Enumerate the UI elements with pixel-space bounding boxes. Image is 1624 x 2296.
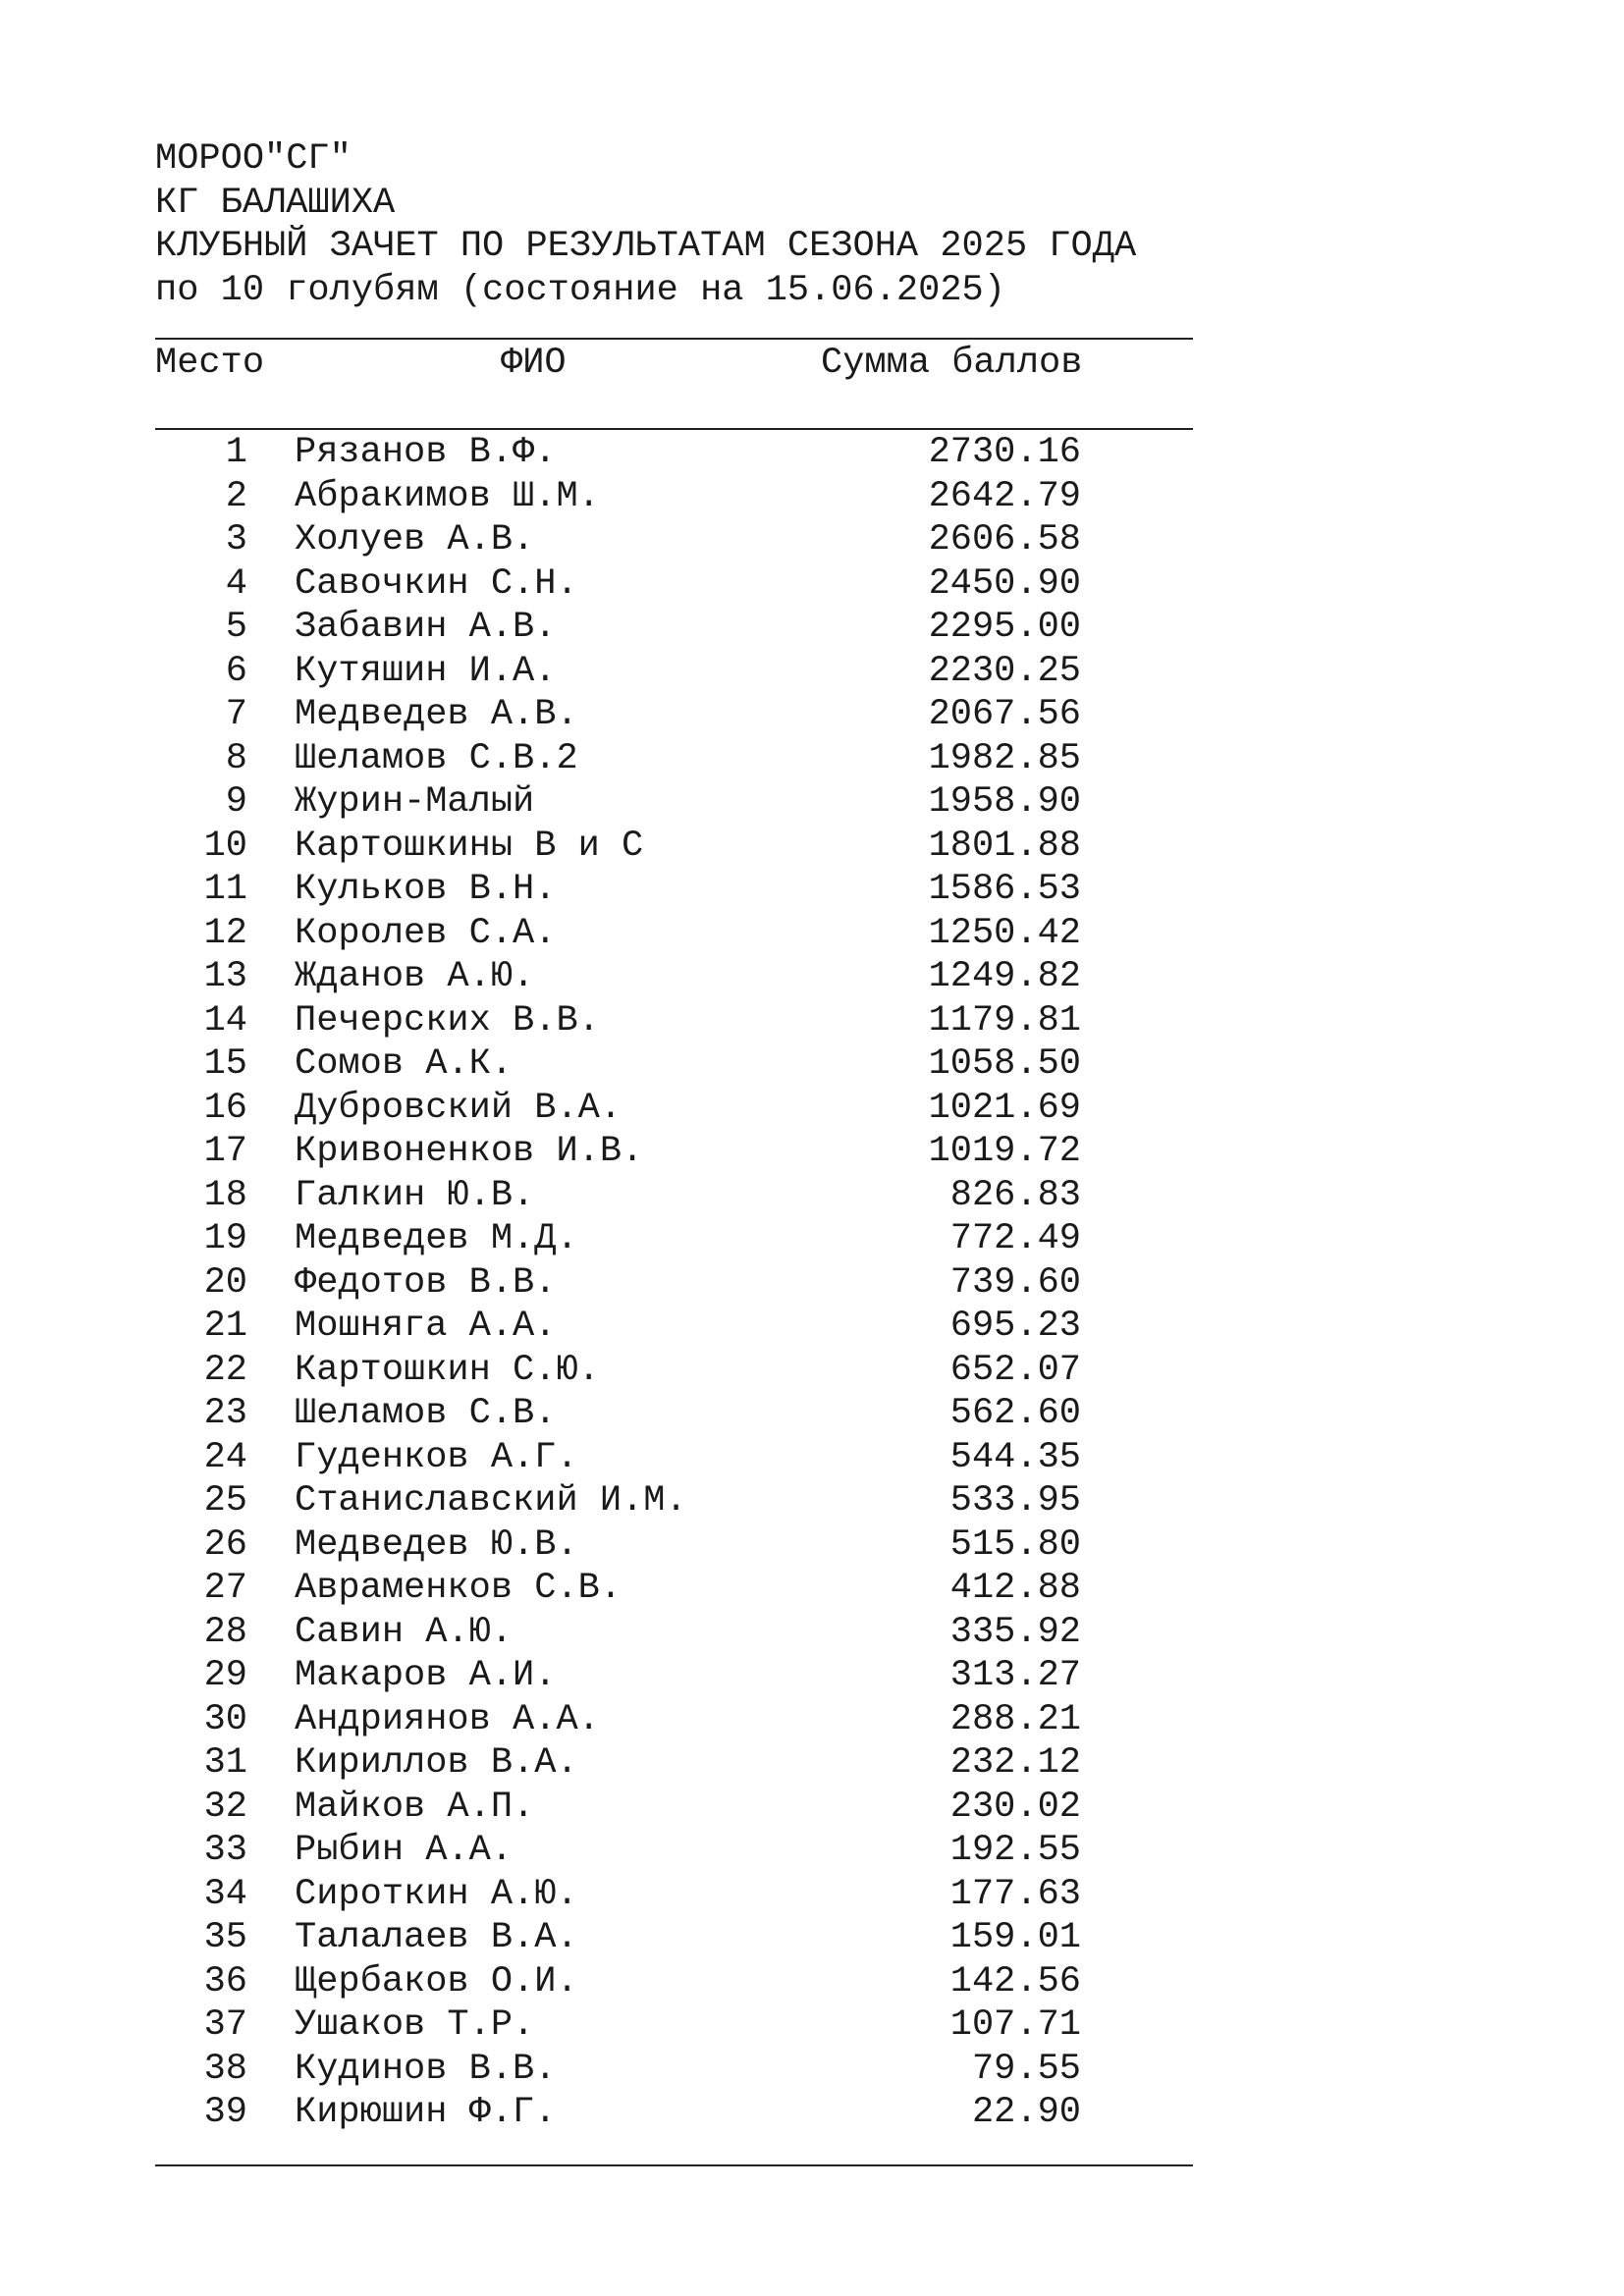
row-name: Мошняга А.А.	[295, 1306, 557, 1347]
row-name: Станиславский И.М.	[295, 1480, 687, 1522]
row-score: 22.90	[971, 2092, 1081, 2133]
row-name: Гуденков А.Г.	[295, 1436, 578, 1478]
row-score: 1801.88	[928, 825, 1081, 867]
table-row	[155, 1130, 1196, 1174]
row-score: 1958.90	[928, 781, 1081, 823]
document-page	[155, 137, 1196, 2166]
row-name: Федотов В.В.	[295, 1261, 557, 1304]
row-place: 15	[203, 1043, 247, 1085]
row-score: 288.21	[949, 1698, 1081, 1740]
row-score: 230.02	[949, 1786, 1081, 1828]
row-name: Дубровский В.А.	[295, 1087, 623, 1129]
row-score: 412.88	[949, 1568, 1081, 1609]
row-place: 6	[225, 650, 247, 692]
row-name: Жданов А.Ю.	[295, 956, 535, 997]
row-score: 515.80	[949, 1523, 1081, 1566]
row-place: 10	[203, 825, 247, 867]
row-place: 22	[203, 1349, 247, 1391]
row-name: Забавин А.В.	[295, 607, 557, 648]
row-name: Ушаков Т.Р.	[295, 2004, 535, 2046]
row-place: 29	[203, 1655, 247, 1696]
row-score: 1586.53	[928, 869, 1081, 910]
table-header	[155, 342, 1196, 385]
table-row	[155, 1392, 1196, 1436]
bottom-divider	[155, 2164, 1193, 2166]
row-name: Щербаков О.И.	[295, 1960, 578, 2002]
row-place: 18	[203, 1174, 247, 1216]
row-score: 142.56	[949, 1960, 1081, 2002]
table-row	[155, 1349, 1196, 1393]
document-subtitle: по 10 голубям (состояние на 15.06.2025)	[155, 269, 1005, 311]
row-place: 2	[225, 475, 247, 517]
row-score: 2450.90	[928, 562, 1081, 605]
row-place: 9	[225, 781, 247, 823]
row-score: 2730.16	[928, 432, 1081, 473]
row-score: 739.60	[949, 1261, 1081, 1304]
row-score: 159.01	[949, 1917, 1081, 1958]
row-name: Шеламов С.В.2	[295, 737, 578, 779]
row-score: 79.55	[971, 2048, 1081, 2090]
row-place: 4	[225, 562, 247, 605]
column-header-score: Сумма баллов	[821, 343, 1083, 384]
row-name: Савочкин С.Н.	[295, 562, 578, 605]
row-name: Макаров А.И.	[295, 1655, 557, 1696]
row-score: 107.71	[949, 2004, 1081, 2046]
row-score: 2295.00	[928, 607, 1081, 648]
row-name: Рыбин А.А.	[295, 1830, 514, 1871]
row-score: 1021.69	[928, 1087, 1081, 1129]
row-name: Кривоненков И.В.	[295, 1131, 644, 1172]
row-score: 652.07	[949, 1349, 1081, 1391]
row-score: 826.83	[949, 1174, 1081, 1216]
row-place: 19	[203, 1218, 247, 1259]
row-score: 1250.42	[928, 912, 1081, 954]
table-row	[155, 1567, 1196, 1611]
top-divider	[155, 338, 1193, 340]
row-score: 192.55	[949, 1830, 1081, 1871]
row-name: Абракимов Ш.М.	[295, 475, 600, 517]
row-place: 32	[203, 1786, 247, 1828]
table-row	[155, 606, 1196, 650]
row-name: Медведев А.В.	[295, 694, 578, 735]
table-row	[155, 999, 1196, 1043]
table-row	[155, 431, 1196, 475]
row-place: 34	[203, 1873, 247, 1915]
row-name: Картошкин С.Ю.	[295, 1349, 600, 1391]
table-row	[155, 1174, 1196, 1218]
row-score: 1019.72	[928, 1131, 1081, 1172]
row-score: 533.95	[949, 1480, 1081, 1522]
row-name: Рязанов В.Ф.	[295, 432, 557, 473]
row-place: 27	[203, 1568, 247, 1609]
row-place: 21	[203, 1306, 247, 1347]
table-row	[155, 868, 1196, 912]
row-score: 1058.50	[928, 1043, 1081, 1085]
row-score: 1179.81	[928, 999, 1081, 1041]
row-place: 17	[203, 1131, 247, 1172]
row-name: Майков А.П.	[295, 1786, 535, 1828]
table-row	[155, 1436, 1196, 1480]
row-place: 12	[203, 912, 247, 954]
organization-name: МОРОО"СГ"	[155, 138, 352, 180]
table-row	[155, 693, 1196, 737]
table-row	[155, 2003, 1196, 2048]
row-score: 1982.85	[928, 737, 1081, 779]
row-place: 20	[203, 1261, 247, 1304]
row-score: 562.60	[949, 1393, 1081, 1434]
row-place: 5	[225, 607, 247, 648]
table-row	[155, 1698, 1196, 1742]
row-name: Савин А.Ю.	[295, 1611, 514, 1653]
row-name: Кириллов В.А.	[295, 1742, 578, 1784]
table-row	[155, 1916, 1196, 1960]
row-place: 31	[203, 1742, 247, 1784]
row-name: Авраменков С.В.	[295, 1568, 623, 1609]
row-name: Картошкины В и С	[295, 825, 644, 867]
row-place: 39	[203, 2092, 247, 2133]
table-row	[155, 1523, 1196, 1568]
table-row	[155, 1829, 1196, 1873]
table-row	[155, 1261, 1196, 1306]
table-row	[155, 475, 1196, 519]
table-row	[155, 912, 1196, 956]
row-place: 38	[203, 2048, 247, 2090]
row-name: Медведев Ю.В.	[295, 1523, 578, 1566]
table-row	[155, 1960, 1196, 2004]
row-name: Королев С.А.	[295, 912, 557, 954]
table-row	[155, 1479, 1196, 1523]
row-score: 313.27	[949, 1655, 1081, 1696]
row-name: Медведев М.Д.	[295, 1218, 578, 1259]
header-divider	[155, 428, 1193, 430]
table-row	[155, 1654, 1196, 1698]
document-title: КЛУБНЫЙ ЗАЧЕТ ПО РЕЗУЛЬТАТАМ СЕЗОНА 2025 ГОДА	[155, 226, 1137, 267]
row-place: 13	[203, 956, 247, 997]
column-header-place: Место	[155, 343, 265, 384]
table-row	[155, 1042, 1196, 1087]
row-name: Кудинов В.В.	[295, 2048, 557, 2090]
table-row	[155, 1305, 1196, 1349]
row-score: 2230.25	[928, 650, 1081, 692]
row-score: 335.92	[949, 1611, 1081, 1653]
row-score: 772.49	[949, 1218, 1081, 1259]
row-score: 2067.56	[928, 694, 1081, 735]
row-place: 25	[203, 1480, 247, 1522]
row-name: Кирюшин Ф.Г.	[295, 2092, 557, 2133]
row-name: Кульков В.Н.	[295, 869, 557, 910]
row-place: 8	[225, 737, 247, 779]
row-place: 36	[203, 1960, 247, 2002]
table-row	[155, 780, 1196, 825]
row-score: 232.12	[949, 1742, 1081, 1784]
club-name: КГ БАЛАШИХА	[155, 182, 396, 224]
row-name: Андриянов А.А.	[295, 1698, 600, 1740]
row-place: 37	[203, 2004, 247, 2046]
row-place: 23	[203, 1393, 247, 1434]
table-row	[155, 1873, 1196, 1917]
row-place: 11	[203, 869, 247, 910]
row-name: Кутяшин И.А.	[295, 650, 557, 692]
table-row	[155, 1087, 1196, 1131]
row-place: 28	[203, 1611, 247, 1653]
row-place: 30	[203, 1698, 247, 1740]
table-row	[155, 562, 1196, 607]
row-name: Шеламов С.В.	[295, 1393, 557, 1434]
row-score: 544.35	[949, 1436, 1081, 1478]
row-score: 2642.79	[928, 475, 1081, 517]
table-row	[155, 2091, 1196, 2135]
row-name: Талалаев В.А.	[295, 1917, 578, 1958]
row-place: 14	[203, 999, 247, 1041]
row-place: 16	[203, 1087, 247, 1129]
row-place: 1	[225, 432, 247, 473]
table-row	[155, 2048, 1196, 2092]
row-name: Журин-Малый	[295, 781, 535, 823]
row-name: Сомов А.К.	[295, 1043, 514, 1085]
column-header-name: ФИО	[501, 343, 567, 384]
table-row	[155, 1217, 1196, 1261]
row-score: 1249.82	[928, 956, 1081, 997]
row-name: Сироткин А.Ю.	[295, 1873, 578, 1915]
table-row	[155, 1611, 1196, 1655]
results-table-body	[155, 431, 1196, 2135]
row-name: Холуев А.В.	[295, 519, 535, 561]
row-score: 695.23	[949, 1306, 1081, 1347]
table-row	[155, 650, 1196, 694]
table-row	[155, 1741, 1196, 1786]
row-place: 24	[203, 1436, 247, 1478]
table-row	[155, 737, 1196, 781]
table-row	[155, 955, 1196, 999]
row-place: 26	[203, 1523, 247, 1566]
row-place: 7	[225, 694, 247, 735]
row-place: 3	[225, 519, 247, 561]
row-score: 177.63	[949, 1873, 1081, 1915]
row-place: 33	[203, 1830, 247, 1871]
table-row	[155, 518, 1196, 562]
row-score: 2606.58	[928, 519, 1081, 561]
row-name: Печерских В.В.	[295, 999, 600, 1041]
row-place: 35	[203, 1917, 247, 1958]
row-name: Галкин Ю.В.	[295, 1174, 535, 1216]
table-row	[155, 825, 1196, 869]
table-row	[155, 1786, 1196, 1830]
